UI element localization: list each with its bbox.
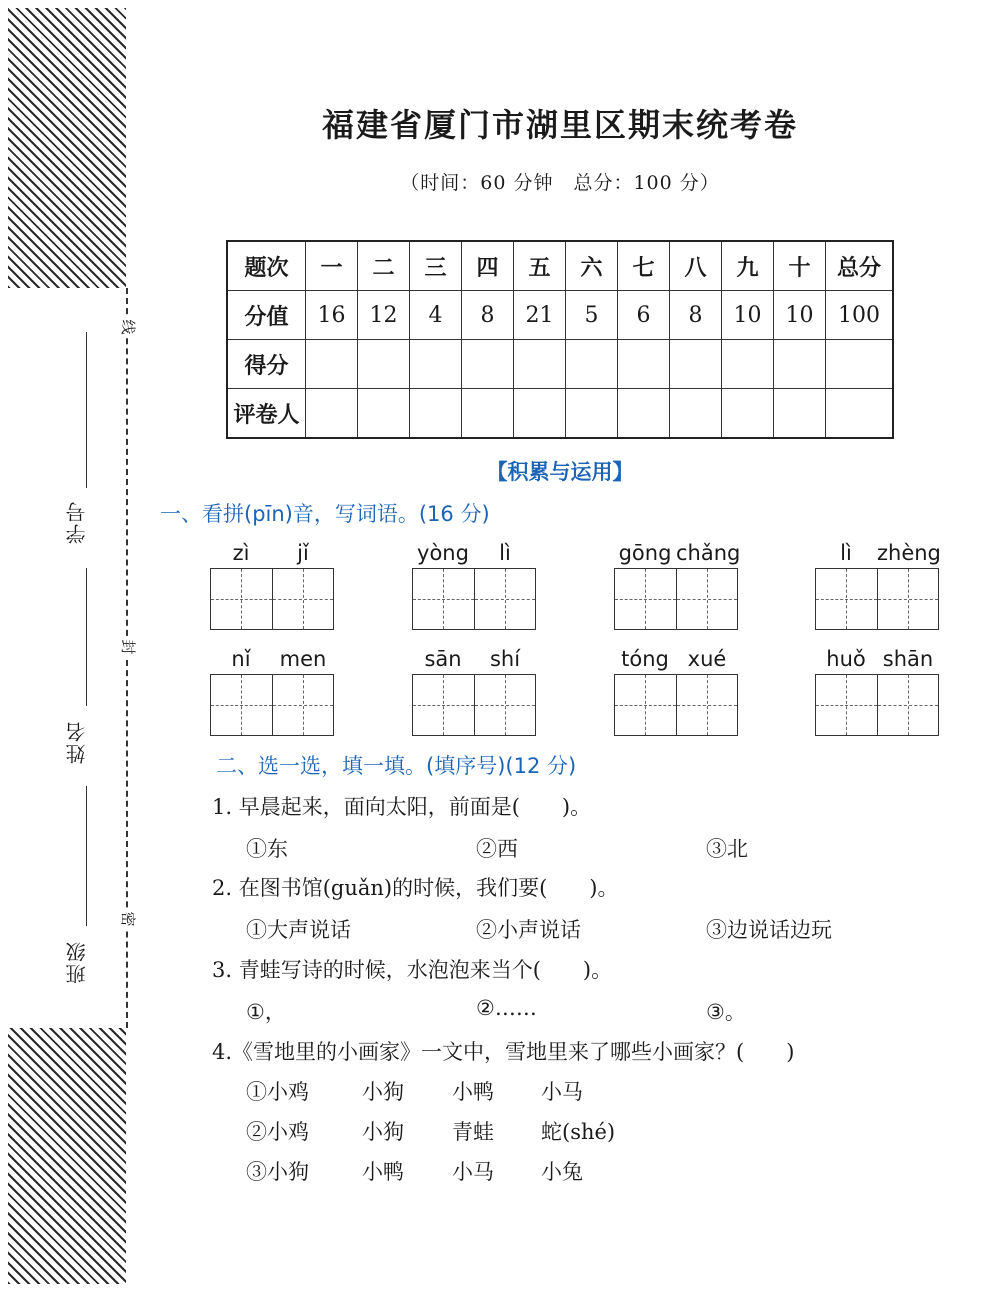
seal-char-secret: 密 <box>116 909 138 929</box>
writing-grid[interactable] <box>210 674 334 736</box>
score-value: 12 <box>358 291 410 340</box>
writing-grid[interactable] <box>815 568 939 630</box>
class-label: 班级 <box>65 940 89 984</box>
q2-option-word: 小鸭 <box>362 1160 404 1184</box>
grader-cell[interactable] <box>410 389 462 439</box>
pinyin-label: nǐ <box>231 647 251 671</box>
writing-grid[interactable] <box>210 568 334 630</box>
q2-option-word: 蛇(shé) <box>541 1120 616 1144</box>
grader-cell[interactable] <box>514 389 566 439</box>
hatched-margin-top <box>8 8 126 288</box>
grader-cell[interactable] <box>566 389 618 439</box>
column-header: 九 <box>722 241 774 291</box>
score-value: 8 <box>670 291 722 340</box>
grader-cell[interactable] <box>462 389 514 439</box>
row-label: 评卷人 <box>227 389 306 439</box>
grader-cell[interactable] <box>826 389 894 439</box>
column-header: 二 <box>358 241 410 291</box>
score-value: 100 <box>826 291 894 340</box>
pinyin-label: gōng <box>618 541 672 565</box>
grader-cell[interactable] <box>618 389 670 439</box>
q2-option-word: 青蛙 <box>452 1120 494 1144</box>
q2-option-word: 小鸭 <box>452 1080 494 1104</box>
pinyin-label: yòng <box>417 541 469 565</box>
column-header: 六 <box>566 241 618 291</box>
exam-subtitle: （时间：60 分钟 总分：100 分） <box>400 172 720 194</box>
exam-title: 福建省厦门市湖里区期末统考卷 <box>321 106 798 144</box>
class-line[interactable] <box>86 786 87 926</box>
score-table <box>226 240 894 439</box>
grader-cell[interactable] <box>774 389 826 439</box>
hatched-margin-bottom <box>8 1028 126 1284</box>
score-table-row <box>227 389 893 439</box>
column-header: 四 <box>462 241 514 291</box>
q2-stem-1: 1. 早晨起来，面向太阳，前面是( )。 <box>212 795 592 819</box>
column-header: 八 <box>670 241 722 291</box>
pinyin-label: shān <box>882 647 934 671</box>
score-cell[interactable] <box>410 340 462 389</box>
score-cell[interactable] <box>618 340 670 389</box>
q2-stem-4: 4.《雪地里的小画家》一文中，雪地里来了哪些小画家？( ) <box>212 1040 795 1064</box>
grader-cell[interactable] <box>722 389 774 439</box>
q2-option[interactable]: ③小狗 <box>246 1160 309 1184</box>
q2-option[interactable]: ①大声说话 <box>246 918 351 942</box>
score-cell[interactable] <box>774 340 826 389</box>
pinyin-label: zhèng <box>877 541 941 565</box>
pinyin-label: lì <box>840 541 852 565</box>
column-header: 五 <box>514 241 566 291</box>
score-table-row <box>227 291 893 340</box>
q2-option[interactable]: ②小声说话 <box>476 918 581 942</box>
score-cell[interactable] <box>306 340 358 389</box>
column-header: 三 <box>410 241 462 291</box>
score-value: 4 <box>410 291 462 340</box>
q2-option[interactable]: ③边说话边玩 <box>706 918 832 942</box>
writing-grid[interactable] <box>614 568 738 630</box>
score-value: 21 <box>514 291 566 340</box>
score-cell[interactable] <box>670 340 722 389</box>
score-cell[interactable] <box>722 340 774 389</box>
score-table-row <box>227 241 893 291</box>
score-cell[interactable] <box>826 340 894 389</box>
score-value: 6 <box>618 291 670 340</box>
row-label: 得分 <box>227 340 306 389</box>
score-cell[interactable] <box>514 340 566 389</box>
seal-char-seal: 封 <box>116 637 138 657</box>
writing-grid[interactable] <box>815 674 939 736</box>
pinyin-label: jǐ <box>297 541 309 565</box>
writing-grid[interactable] <box>412 568 536 630</box>
q2-option[interactable]: ①， <box>246 1000 286 1024</box>
grader-cell[interactable] <box>358 389 410 439</box>
q2-option[interactable]: ②…… <box>476 996 537 1020</box>
q2-option-word: 小兔 <box>541 1160 583 1184</box>
q2-option-word: 小狗 <box>362 1080 404 1104</box>
q2-heading: 二、选一选，填一填。(填序号)(12 分) <box>216 754 577 778</box>
pinyin-label: zì <box>232 541 250 565</box>
student-name-line[interactable] <box>86 568 87 706</box>
q2-option-word: 小狗 <box>362 1120 404 1144</box>
q2-option-word: 小马 <box>452 1160 494 1184</box>
score-value: 16 <box>306 291 358 340</box>
q1-heading: 一、看拼(pīn)音，写词语。(16 分) <box>160 502 490 526</box>
pinyin-label: shí <box>489 647 521 671</box>
grader-cell[interactable] <box>306 389 358 439</box>
q2-option[interactable]: ①小鸡 <box>246 1080 309 1104</box>
score-value: 10 <box>774 291 826 340</box>
column-header: 总分 <box>826 241 894 291</box>
q2-option[interactable]: ③。 <box>706 1000 746 1024</box>
row-label: 分值 <box>227 291 306 340</box>
q2-option[interactable]: ②西 <box>476 837 518 861</box>
pinyin-label: chǎng <box>676 541 741 565</box>
student-id-label: 学号 <box>65 500 89 544</box>
score-value: 8 <box>462 291 514 340</box>
q2-option[interactable]: ①东 <box>246 837 288 861</box>
score-value: 5 <box>566 291 618 340</box>
score-value: 10 <box>722 291 774 340</box>
score-cell[interactable] <box>462 340 514 389</box>
q2-option[interactable]: ③北 <box>706 837 748 861</box>
column-header: 十 <box>774 241 826 291</box>
section-tag: 【积累与运用】 <box>486 460 634 484</box>
pinyin-label: men <box>279 647 327 671</box>
pinyin-label: sān <box>424 647 462 671</box>
pinyin-label: lì <box>499 541 511 565</box>
q2-option[interactable]: ②小鸡 <box>246 1120 309 1144</box>
column-header: 一 <box>306 241 358 291</box>
pinyin-label: huǒ <box>826 647 866 671</box>
writing-grid[interactable] <box>614 674 738 736</box>
pinyin-label: tóng <box>621 647 669 671</box>
grader-cell[interactable] <box>670 389 722 439</box>
score-table-row <box>227 340 893 389</box>
q2-option-word: 小马 <box>541 1080 583 1104</box>
row-label: 题次 <box>227 241 306 291</box>
seal-char-line: 线 <box>116 317 138 337</box>
pinyin-label: xué <box>687 647 727 671</box>
student-name-label: 姓名 <box>65 720 89 764</box>
score-cell[interactable] <box>358 340 410 389</box>
score-cell[interactable] <box>566 340 618 389</box>
column-header: 七 <box>618 241 670 291</box>
q2-stem-2: 2. 在图书馆(guǎn)的时候，我们要( )。 <box>212 876 619 900</box>
q2-stem-3: 3. 青蛙写诗的时候，水泡泡来当个( )。 <box>212 958 613 982</box>
writing-grid[interactable] <box>412 674 536 736</box>
